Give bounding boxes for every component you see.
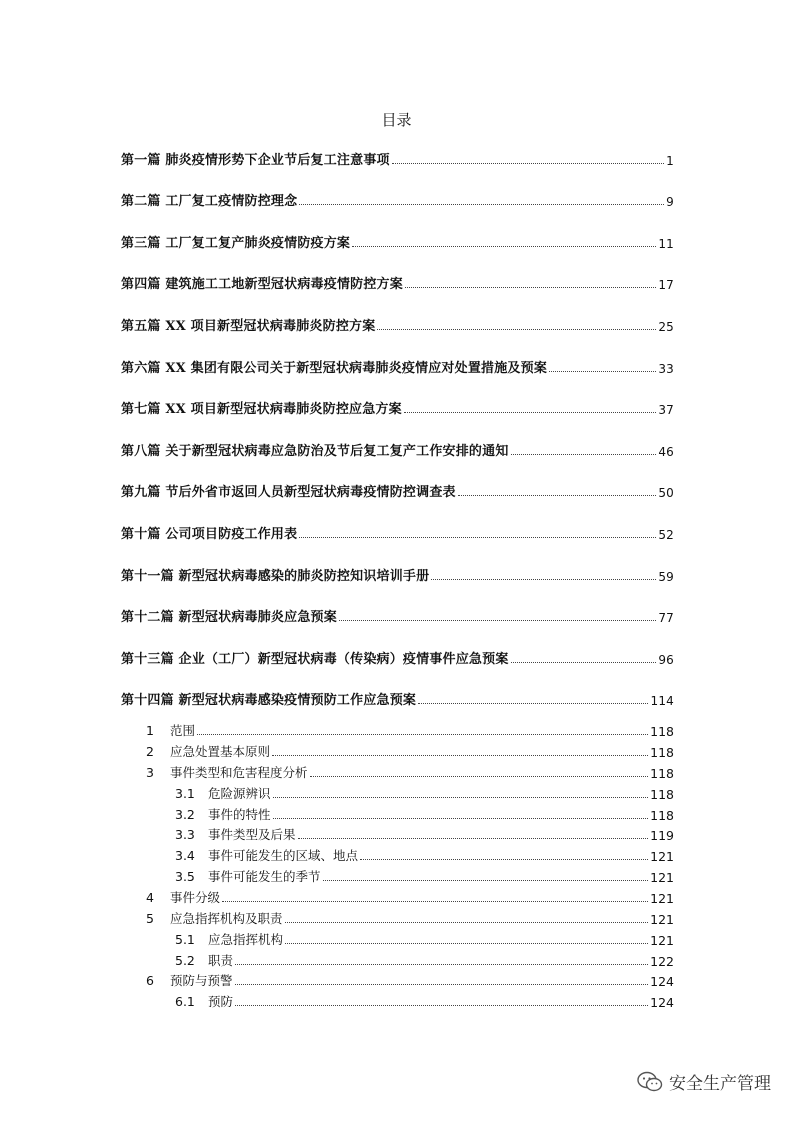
toc-subentry-number: 3.4 xyxy=(175,848,195,863)
toc-subentry-number: 3.2 xyxy=(175,807,195,822)
leader-dots xyxy=(298,838,649,839)
toc-subentry-page: 124 xyxy=(650,974,674,989)
leader-dots xyxy=(549,371,656,372)
toc-subentry[interactable] xyxy=(146,742,674,760)
toc-subentry-page: 118 xyxy=(650,787,674,802)
toc-subentry-page: 118 xyxy=(650,766,674,781)
toc-entry[interactable] xyxy=(121,233,674,251)
toc-entry-page: 46 xyxy=(658,445,674,459)
toc-subentry[interactable] xyxy=(175,846,674,864)
toc-entry-label: 第三篇 工厂复工复产肺炎疫情防疫方案 xyxy=(121,236,351,251)
toc-subentry-label: 应急指挥机构及职责 xyxy=(170,911,283,926)
leader-dots xyxy=(323,880,649,881)
toc-subentry-label: 预防 xyxy=(208,994,234,1009)
toc-title: 目录 xyxy=(381,111,412,129)
toc-subentry-page: 121 xyxy=(650,912,674,927)
toc-subentry-number: 5 xyxy=(146,911,154,926)
leader-dots xyxy=(458,495,657,496)
toc-subentry-page: 121 xyxy=(650,849,674,864)
toc-entry-page: 50 xyxy=(658,486,674,500)
toc-entry-label: 第八篇 关于新型冠状病毒应急防治及节后复工复产工作安排的通知 xyxy=(121,444,509,459)
leader-dots xyxy=(285,943,648,944)
leader-dots xyxy=(511,662,657,663)
toc-entry[interactable] xyxy=(121,274,674,292)
toc-entry-label: 第十四篇 新型冠状病毒感染疫情预防工作应急预案 xyxy=(121,693,417,708)
leader-dots xyxy=(404,412,657,413)
toc-entry-page: 33 xyxy=(658,362,674,376)
leader-dots xyxy=(405,287,656,288)
toc-subentry-number: 2 xyxy=(146,744,154,759)
toc-subentry-number: 1 xyxy=(146,723,154,738)
toc-entry-label: 第二篇 工厂复工疫情防控理念 xyxy=(121,194,298,209)
toc-subentry-page: 119 xyxy=(650,828,674,843)
toc-subentry-label: 事件可能发生的季节 xyxy=(208,869,321,884)
toc-subentry-number: 5.1 xyxy=(175,932,195,947)
toc-subentry[interactable] xyxy=(146,888,674,906)
toc-subentry-number: 3.1 xyxy=(175,786,195,801)
toc-subentry-number: 6.1 xyxy=(175,994,195,1009)
watermark-text: 安全生产管理 xyxy=(669,1074,771,1094)
toc-subentry[interactable] xyxy=(175,951,674,969)
toc-subentry-page: 121 xyxy=(650,933,674,948)
toc-entry-label: 第九篇 节后外省市返回人员新型冠状病毒疫情防控调查表 xyxy=(121,485,456,500)
wechat-icon xyxy=(637,1071,663,1093)
toc-entry-page: 1 xyxy=(666,154,674,168)
leader-dots xyxy=(310,776,649,777)
toc-entry[interactable] xyxy=(121,649,674,667)
toc-entry-page: 17 xyxy=(658,278,674,292)
toc-entry[interactable] xyxy=(121,524,674,542)
toc-entry-page: 59 xyxy=(658,570,674,584)
toc-entry-page: 9 xyxy=(666,195,674,209)
toc-subentry-label: 应急处置基本原则 xyxy=(170,744,271,759)
leader-dots xyxy=(299,204,664,205)
leader-dots xyxy=(360,859,648,860)
toc-subentry-label: 应急指挥机构 xyxy=(208,932,284,947)
toc-entry[interactable] xyxy=(121,566,674,584)
toc-subentry-page: 122 xyxy=(650,954,674,969)
toc-subentry-label: 范围 xyxy=(170,723,196,738)
toc-entry[interactable] xyxy=(121,690,674,708)
toc-subentry-page: 121 xyxy=(650,891,674,906)
toc-subentry-number: 5.2 xyxy=(175,953,195,968)
leader-dots xyxy=(272,755,648,756)
toc-subentry[interactable] xyxy=(146,763,674,781)
toc-subentry-page: 121 xyxy=(650,870,674,885)
toc-subentry[interactable] xyxy=(175,784,674,802)
leader-dots xyxy=(285,922,649,923)
toc-subentry-label: 事件的特性 xyxy=(208,807,271,822)
toc-subentry[interactable] xyxy=(175,805,674,823)
toc-entry-label: 第十二篇 新型冠状病毒肺炎应急预案 xyxy=(121,610,337,625)
leader-dots xyxy=(299,537,656,538)
toc-entry[interactable] xyxy=(121,399,674,417)
toc-subentry-label: 事件类型及后果 xyxy=(208,827,296,842)
toc-subentry-label: 职责 xyxy=(208,953,234,968)
leader-dots xyxy=(511,454,657,455)
leader-dots xyxy=(377,329,656,330)
toc-subentry[interactable] xyxy=(175,867,674,885)
toc-subentry-page: 118 xyxy=(650,745,674,760)
toc-entry-page: 114 xyxy=(650,694,674,708)
toc-entry-label: 第五篇 XX 项目新型冠状病毒肺炎防控方案 xyxy=(121,319,376,334)
leader-dots xyxy=(418,703,648,704)
toc-subentry-number: 4 xyxy=(146,890,154,905)
toc-entry[interactable] xyxy=(121,358,674,376)
toc-subentry-label: 事件分级 xyxy=(170,890,221,905)
toc-entry-page: 37 xyxy=(658,403,674,417)
toc-subentry[interactable] xyxy=(146,721,674,739)
toc-entry-label: 第十三篇 企业（工厂）新型冠状病毒（传染病）疫情事件应急预案 xyxy=(121,652,509,667)
toc-subentry-number: 3.3 xyxy=(175,827,195,842)
leader-dots xyxy=(273,797,649,798)
leader-dots xyxy=(235,1005,648,1006)
leader-dots xyxy=(339,620,656,621)
toc-entry-label: 第十一篇 新型冠状病毒感染的肺炎防控知识培训手册 xyxy=(121,569,430,584)
toc-subentry-number: 3.5 xyxy=(175,869,195,884)
toc-entry[interactable] xyxy=(121,150,674,168)
toc-subentry-label: 预防与预警 xyxy=(170,973,233,988)
source-watermark xyxy=(637,1069,771,1094)
toc-subentry[interactable] xyxy=(175,930,674,948)
toc-entry-label: 第一篇 肺炎疫情形势下企业节后复工注意事项 xyxy=(121,153,390,168)
toc-entry-page: 11 xyxy=(658,237,674,251)
leader-dots xyxy=(273,818,649,819)
toc-subentry-number: 3 xyxy=(146,765,154,780)
toc-entry[interactable] xyxy=(121,191,674,209)
toc-entry-label: 第十篇 公司项目防疫工作用表 xyxy=(121,527,298,542)
toc-entry-label: 第六篇 XX 集团有限公司关于新型冠状病毒肺炎疫情应对处置措施及预案 xyxy=(121,361,548,376)
toc-entry[interactable] xyxy=(121,316,674,334)
toc-entry[interactable] xyxy=(121,482,674,500)
toc-entry-page: 96 xyxy=(658,653,674,667)
toc-entry-page: 25 xyxy=(658,320,674,334)
toc-subentry-page: 118 xyxy=(650,808,674,823)
leader-dots xyxy=(352,246,656,247)
toc-subentry[interactable] xyxy=(175,992,674,1010)
leader-dots xyxy=(392,163,664,164)
leader-dots xyxy=(235,964,648,965)
leader-dots xyxy=(235,984,649,985)
toc-subentry-page: 124 xyxy=(650,995,674,1010)
toc-entry-page: 77 xyxy=(658,611,674,625)
toc-subentry-label: 危险源辨识 xyxy=(208,786,271,801)
toc-subentry[interactable] xyxy=(146,909,674,927)
toc-subentry-page: 118 xyxy=(650,724,674,739)
toc-entry[interactable] xyxy=(121,441,674,459)
toc-subentry-label: 事件类型和危害程度分析 xyxy=(170,765,308,780)
leader-dots xyxy=(431,579,656,580)
toc-entry-label: 第七篇 XX 项目新型冠状病毒肺炎防控应急方案 xyxy=(121,402,402,417)
toc-subentry-number: 6 xyxy=(146,973,154,988)
toc-subentry-label: 事件可能发生的区域、地点 xyxy=(208,848,359,863)
toc-subentry[interactable] xyxy=(146,971,674,989)
toc-entry-label: 第四篇 建筑施工工地新型冠状病毒疫情防控方案 xyxy=(121,277,403,292)
toc-entry-page: 52 xyxy=(658,528,674,542)
leader-dots xyxy=(222,901,648,902)
toc-subentry[interactable] xyxy=(175,825,674,843)
toc-entry[interactable] xyxy=(121,607,674,625)
leader-dots xyxy=(197,734,648,735)
